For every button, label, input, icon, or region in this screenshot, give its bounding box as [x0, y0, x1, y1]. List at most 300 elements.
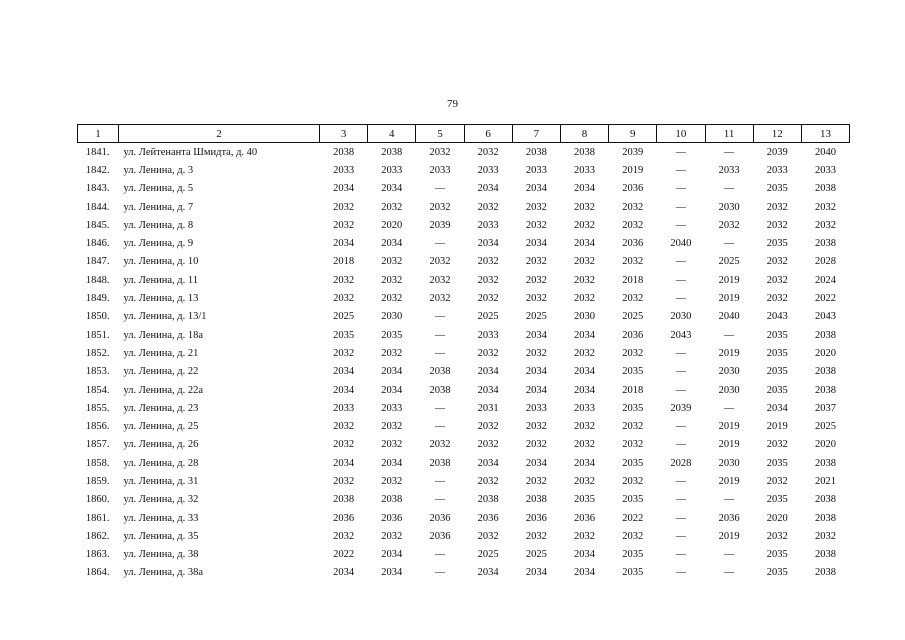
year-cell: 2035	[766, 457, 788, 469]
year-cell: 2034	[477, 567, 499, 579]
address-cell: ул. Ленина, д. 26	[123, 439, 199, 451]
year-cell: 2034	[477, 384, 499, 396]
year-cell: 2034	[574, 457, 596, 469]
year-cell: 2019	[718, 347, 740, 359]
year-cell: 2032	[574, 530, 596, 542]
year-cell: —	[434, 347, 445, 359]
year-cell: 2033	[381, 402, 403, 414]
year-cell: 2022	[333, 549, 355, 561]
address-cell: ул. Ленина, д. 7	[123, 201, 194, 213]
address-cell: ул. Ленина, д. 32	[123, 494, 199, 506]
address-cell: ул. Ленина, д. 38а	[123, 567, 204, 579]
year-cell: 2032	[381, 530, 403, 542]
table-row	[78, 143, 850, 162]
year-cell: 2032	[381, 421, 403, 433]
row-number: 1844.	[85, 201, 110, 213]
year-cell: 2032	[477, 439, 499, 451]
year-cell: 2034	[333, 457, 355, 469]
year-cell: 2035	[766, 494, 788, 506]
year-cell: 2035	[766, 567, 788, 579]
year-cell: 2032	[381, 256, 403, 268]
year-cell: 2032	[766, 293, 788, 305]
year-cell: 2034	[574, 384, 596, 396]
year-cell: 2028	[670, 457, 692, 469]
year-cell: 2034	[574, 549, 596, 561]
year-cell: 2034	[574, 366, 596, 378]
year-cell: 2034	[525, 238, 547, 250]
year-cell: 2033	[477, 164, 499, 176]
table-row	[78, 253, 850, 271]
year-cell: 2032	[525, 201, 547, 213]
year-cell: 2034	[381, 366, 403, 378]
year-cell: —	[675, 421, 686, 433]
column-header-5: 5	[416, 125, 464, 143]
year-cell: 2032	[622, 439, 644, 451]
table-row	[78, 417, 850, 435]
table-row	[78, 491, 850, 509]
year-cell: 2039	[622, 146, 644, 158]
year-cell: 2030	[718, 384, 740, 396]
year-cell: 2038	[814, 567, 836, 579]
column-header-12: 12	[753, 125, 801, 143]
year-cell: 2034	[381, 457, 403, 469]
year-cell: 2038	[814, 238, 836, 250]
column-header-9: 9	[609, 125, 657, 143]
year-cell: 2032	[622, 201, 644, 213]
year-cell: 2036	[622, 238, 644, 250]
address-cell: ул. Ленина, д. 13	[123, 293, 199, 305]
year-cell: 2035	[766, 549, 788, 561]
year-cell: 2034	[525, 329, 547, 341]
year-cell: 2034	[574, 238, 596, 250]
year-cell: 2034	[525, 567, 547, 579]
address-cell: ул. Ленина, д. 8	[123, 219, 194, 231]
row-number: 1854.	[85, 384, 110, 396]
year-cell: 2036	[429, 512, 451, 524]
table-row	[78, 546, 850, 564]
year-cell: 2032	[333, 475, 355, 487]
year-cell: 2036	[333, 512, 355, 524]
address-cell: ул. Ленина, д. 5	[123, 183, 194, 195]
year-cell: 2025	[622, 311, 644, 323]
row-number: 1856.	[85, 421, 110, 433]
year-cell: 2035	[766, 329, 788, 341]
year-cell: 2033	[574, 164, 596, 176]
year-cell: 2036	[525, 512, 547, 524]
table-row	[78, 454, 850, 472]
year-cell: 2032	[429, 256, 451, 268]
year-cell: 2033	[381, 164, 403, 176]
year-cell: 2032	[381, 293, 403, 305]
year-cell: 2032	[525, 530, 547, 542]
year-cell: —	[434, 311, 445, 323]
year-cell: 2036	[574, 512, 596, 524]
year-cell: 2033	[525, 164, 547, 176]
year-cell: 2025	[525, 311, 547, 323]
year-cell: —	[724, 567, 735, 579]
year-cell: —	[675, 475, 686, 487]
year-cell: 2032	[333, 421, 355, 433]
year-cell: —	[434, 329, 445, 341]
address-cell: ул. Ленина, д. 22	[123, 366, 199, 378]
year-cell: 2043	[766, 311, 788, 323]
table-row	[78, 161, 850, 179]
year-cell: 2036	[622, 183, 644, 195]
year-cell: 2034	[525, 183, 547, 195]
year-cell: 2034	[525, 384, 547, 396]
year-cell: —	[675, 347, 686, 359]
year-cell: —	[675, 384, 686, 396]
table-row	[78, 308, 850, 326]
year-cell: —	[675, 293, 686, 305]
table-row	[78, 472, 850, 490]
year-cell: 2019	[766, 421, 788, 433]
year-cell: 2034	[525, 366, 547, 378]
year-cell: 2032	[622, 475, 644, 487]
row-number: 1857.	[85, 439, 110, 451]
year-cell: —	[434, 183, 445, 195]
year-cell: 2034	[381, 549, 403, 561]
table-row	[78, 436, 850, 454]
table-row	[78, 271, 850, 289]
year-cell: 2034	[333, 366, 355, 378]
year-cell: —	[675, 256, 686, 268]
year-cell: 2032	[381, 475, 403, 487]
year-cell: —	[675, 530, 686, 542]
year-cell: 2034	[333, 567, 355, 579]
year-cell: 2038	[429, 366, 451, 378]
row-number: 1855.	[85, 402, 110, 414]
year-cell: 2021	[814, 475, 836, 487]
year-cell: 2035	[766, 238, 788, 250]
year-cell: 2019	[622, 164, 644, 176]
year-cell: 2032	[429, 201, 451, 213]
year-cell: 2035	[622, 366, 644, 378]
year-cell: 2032	[622, 256, 644, 268]
year-cell: 2036	[429, 530, 451, 542]
year-cell: 2038	[381, 146, 403, 158]
year-cell: 2032	[381, 347, 403, 359]
table-header	[78, 125, 850, 143]
year-cell: 2019	[718, 475, 740, 487]
address-cell: ул. Ленина, д. 23	[123, 402, 199, 414]
year-cell: 2034	[477, 183, 499, 195]
year-cell: —	[675, 567, 686, 579]
address-cell: ул. Ленина, д. 11	[123, 274, 198, 286]
year-cell: 2018	[333, 256, 355, 268]
year-cell: 2033	[429, 164, 451, 176]
year-cell: 2038	[477, 494, 499, 506]
year-cell: 2019	[718, 530, 740, 542]
year-cell: 2020	[814, 347, 836, 359]
address-cell: ул. Лейтенанта Шмидта, д. 40	[123, 146, 258, 158]
year-cell: 2032	[477, 274, 499, 286]
year-cell: 2034	[477, 366, 499, 378]
table-row	[78, 344, 850, 362]
address-cell: ул. Ленина, д. 22а	[123, 384, 204, 396]
address-cell: ул. Ленина, д. 18а	[123, 329, 204, 341]
year-cell: 2033	[525, 402, 547, 414]
row-number: 1851.	[85, 329, 110, 341]
year-cell: 2034	[525, 457, 547, 469]
table-row	[78, 399, 850, 417]
year-cell: 2032	[333, 293, 355, 305]
year-cell: 2032	[381, 274, 403, 286]
year-cell: 2032	[429, 439, 451, 451]
year-cell: 2034	[574, 183, 596, 195]
year-cell: 2032	[574, 219, 596, 231]
year-cell: 2035	[766, 384, 788, 396]
row-number: 1860.	[85, 494, 110, 506]
year-cell: 2032	[766, 201, 788, 213]
year-cell: 2038	[333, 494, 355, 506]
year-cell: 2032	[574, 201, 596, 213]
page-number: 79	[447, 98, 458, 110]
year-cell: 2020	[381, 219, 403, 231]
address-cell: ул. Ленина, д. 13/1	[123, 311, 207, 323]
year-cell: 2032	[429, 293, 451, 305]
year-cell: 2032	[814, 219, 836, 231]
year-cell: 2032	[525, 293, 547, 305]
year-cell: 2025	[525, 549, 547, 561]
year-cell: 2038	[429, 384, 451, 396]
year-cell: 2032	[333, 439, 355, 451]
year-cell: 2033	[333, 164, 355, 176]
year-cell: 2032	[477, 421, 499, 433]
year-cell: 2034	[574, 329, 596, 341]
year-cell: 2032	[766, 439, 788, 451]
header-row	[78, 125, 850, 143]
row-number: 1849.	[85, 293, 110, 305]
year-cell: 2020	[814, 439, 836, 451]
column-header-10: 10	[657, 125, 705, 143]
year-cell: 2038	[333, 146, 355, 158]
address-cell: ул. Ленина, д. 35	[123, 530, 199, 542]
year-cell: 2033	[718, 164, 740, 176]
year-cell: 2032	[333, 274, 355, 286]
year-cell: 2038	[814, 494, 836, 506]
year-cell: —	[675, 183, 686, 195]
year-cell: 2032	[477, 256, 499, 268]
year-cell: —	[434, 402, 445, 414]
column-header-4: 4	[368, 125, 416, 143]
year-cell: 2025	[333, 311, 355, 323]
year-cell: —	[675, 274, 686, 286]
year-cell: 2032	[574, 421, 596, 433]
year-cell: —	[675, 219, 686, 231]
year-cell: 2034	[333, 183, 355, 195]
year-cell: 2038	[525, 494, 547, 506]
row-number: 1853.	[85, 366, 110, 378]
year-cell: 2032	[574, 475, 596, 487]
row-number: 1850.	[85, 311, 110, 323]
year-cell: 2034	[381, 567, 403, 579]
year-cell: 2030	[718, 201, 740, 213]
row-number: 1861.	[85, 512, 110, 524]
address-cell: ул. Ленина, д. 21	[123, 347, 199, 359]
year-cell: 2019	[718, 421, 740, 433]
year-cell: 2025	[477, 311, 499, 323]
year-cell: 2032	[477, 475, 499, 487]
year-cell: 2038	[574, 146, 596, 158]
year-cell: 2038	[814, 366, 836, 378]
year-cell: 2034	[333, 384, 355, 396]
year-cell: —	[675, 201, 686, 213]
year-cell: —	[675, 366, 686, 378]
year-cell: —	[724, 238, 735, 250]
table-body	[78, 143, 850, 583]
year-cell: —	[724, 146, 735, 158]
row-number: 1843.	[85, 183, 110, 195]
year-cell: 2022	[622, 512, 644, 524]
year-cell: 2030	[670, 311, 692, 323]
year-cell: 2038	[814, 457, 836, 469]
table-row	[78, 509, 850, 527]
address-cell: ул. Ленина, д. 31	[123, 475, 199, 487]
row-number: 1858.	[85, 457, 110, 469]
row-number: 1862.	[85, 530, 110, 542]
year-cell: 2035	[381, 329, 403, 341]
column-header-3: 3	[320, 125, 368, 143]
year-cell: 2035	[333, 329, 355, 341]
year-cell: —	[434, 494, 445, 506]
year-cell: 2032	[477, 201, 499, 213]
year-cell: 2039	[766, 146, 788, 158]
year-cell: 2033	[477, 219, 499, 231]
year-cell: 2030	[381, 311, 403, 323]
year-cell: 2025	[718, 256, 740, 268]
year-cell: 2019	[718, 293, 740, 305]
year-cell: —	[675, 512, 686, 524]
year-cell: 2032	[525, 274, 547, 286]
row-number: 1864.	[85, 567, 110, 579]
year-cell: 2032	[333, 201, 355, 213]
year-cell: 2032	[622, 293, 644, 305]
year-cell: 2040	[814, 146, 836, 158]
column-header-1: 1	[78, 125, 119, 143]
year-cell: —	[724, 183, 735, 195]
data-table	[77, 124, 850, 582]
year-cell: 2043	[670, 329, 692, 341]
year-cell: 2025	[814, 421, 836, 433]
year-cell: 2032	[429, 274, 451, 286]
year-cell: 2032	[477, 347, 499, 359]
year-cell: 2032	[814, 201, 836, 213]
year-cell: 2033	[333, 402, 355, 414]
year-cell: 2020	[766, 512, 788, 524]
year-cell: 2018	[622, 384, 644, 396]
table-row	[78, 198, 850, 216]
table-row	[78, 326, 850, 344]
year-cell: 2032	[574, 293, 596, 305]
year-cell: —	[724, 329, 735, 341]
year-cell: 2028	[814, 256, 836, 268]
year-cell: 2032	[574, 347, 596, 359]
year-cell: 2032	[766, 475, 788, 487]
year-cell: —	[724, 549, 735, 561]
year-cell: 2030	[574, 311, 596, 323]
year-cell: 2039	[429, 219, 451, 231]
address-cell: ул. Ленина, д. 28	[123, 457, 199, 469]
table-row	[78, 234, 850, 252]
year-cell: 2034	[381, 384, 403, 396]
year-cell: 2038	[814, 549, 836, 561]
year-cell: 2032	[333, 219, 355, 231]
table-row	[78, 180, 850, 198]
table-row	[78, 363, 850, 381]
year-cell: —	[434, 238, 445, 250]
year-cell: 2034	[333, 238, 355, 250]
year-cell: 2033	[814, 164, 836, 176]
year-cell: 2032	[622, 347, 644, 359]
year-cell: —	[675, 439, 686, 451]
year-cell: 2035	[766, 366, 788, 378]
year-cell: 2022	[814, 293, 836, 305]
year-cell: 2033	[574, 402, 596, 414]
year-cell: —	[724, 494, 735, 506]
year-cell: —	[434, 567, 445, 579]
year-cell: 2038	[429, 457, 451, 469]
year-cell: —	[675, 494, 686, 506]
year-cell: 2033	[477, 329, 499, 341]
address-cell: ул. Ленина, д. 38	[123, 549, 199, 561]
row-number: 1863.	[85, 549, 110, 561]
year-cell: 2038	[814, 512, 836, 524]
year-cell: 2036	[622, 329, 644, 341]
year-cell: 2035	[622, 549, 644, 561]
year-cell: —	[434, 549, 445, 561]
column-header-7: 7	[512, 125, 560, 143]
year-cell: 2035	[574, 494, 596, 506]
year-cell: 2032	[477, 530, 499, 542]
row-number: 1841.	[85, 146, 110, 158]
year-cell: —	[675, 146, 686, 158]
address-cell: ул. Ленина, д. 3	[123, 164, 194, 176]
year-cell: 2018	[622, 274, 644, 286]
year-cell: 2035	[766, 183, 788, 195]
year-cell: 2032	[574, 256, 596, 268]
year-cell: 2032	[381, 439, 403, 451]
row-number: 1859.	[85, 475, 110, 487]
year-cell: 2032	[477, 293, 499, 305]
year-cell: 2032	[525, 219, 547, 231]
year-cell: 2032	[381, 201, 403, 213]
year-cell: 2035	[622, 457, 644, 469]
year-cell: 2035	[766, 347, 788, 359]
row-number: 1842.	[85, 164, 110, 176]
year-cell: 2040	[718, 311, 740, 323]
year-cell: 2032	[525, 439, 547, 451]
year-cell: —	[675, 549, 686, 561]
year-cell: 2038	[525, 146, 547, 158]
row-number: 1846.	[85, 238, 110, 250]
year-cell: 2039	[670, 402, 692, 414]
year-cell: 2032	[718, 219, 740, 231]
column-header-6: 6	[464, 125, 512, 143]
address-cell: ул. Ленина, д. 10	[123, 256, 199, 268]
address-cell: ул. Ленина, д. 25	[123, 421, 199, 433]
year-cell: —	[675, 164, 686, 176]
year-cell: 2032	[622, 530, 644, 542]
year-cell: 2038	[814, 329, 836, 341]
year-cell: 2035	[622, 567, 644, 579]
year-cell: 2032	[333, 530, 355, 542]
year-cell: 2036	[477, 512, 499, 524]
year-cell: —	[724, 402, 735, 414]
row-number: 1848.	[85, 274, 110, 286]
year-cell: 2034	[381, 183, 403, 195]
row-number: 1845.	[85, 219, 110, 231]
